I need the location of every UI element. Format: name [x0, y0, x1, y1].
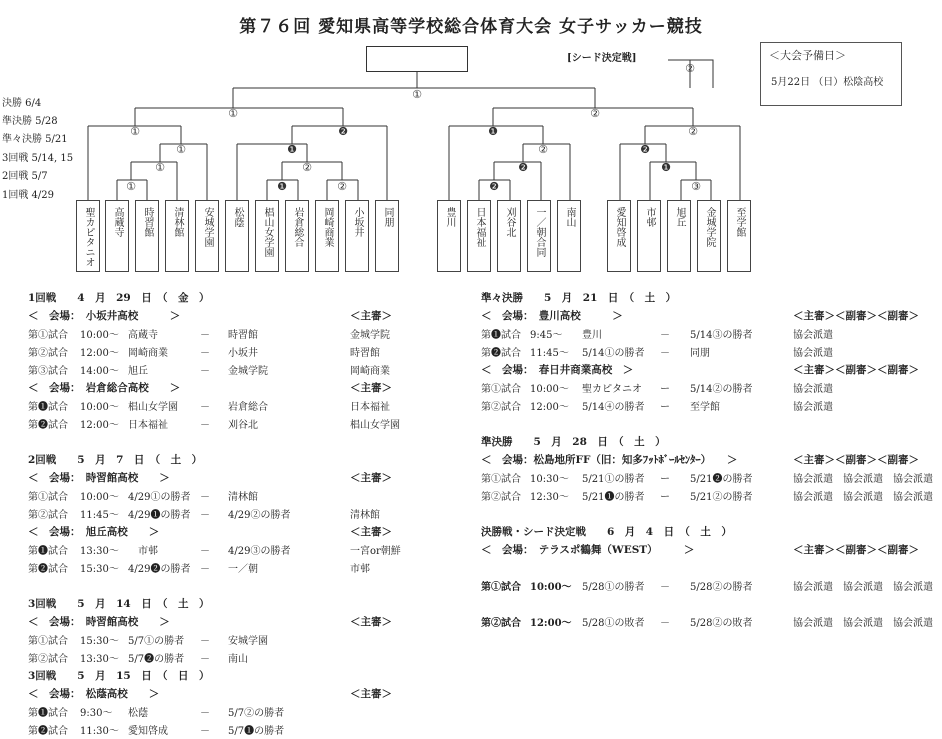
bracket-mark-r2-b: ② — [302, 161, 312, 174]
seed-label: [シード決定戦] — [567, 53, 637, 64]
official-roles: ＜主審＞＜副審＞＜副審＞ — [793, 544, 919, 556]
match-time: 11:45～ — [530, 348, 569, 359]
official-roles: ＜主審＞ — [350, 688, 392, 700]
bracket-mark-r2-c: ❷ — [518, 161, 528, 174]
match-b: 同朋 — [690, 348, 710, 359]
match-time: 12:00～ — [530, 618, 572, 629]
match-a: 聖カピタニオ — [582, 384, 642, 395]
match-time: 10:00～ — [530, 582, 572, 593]
match-a: 椙山女学園 — [128, 402, 178, 413]
match-dash: － — [200, 564, 210, 575]
match-time: 10:00～ — [530, 384, 569, 395]
match-dash: － — [200, 366, 210, 377]
match-time: 13:30～ — [80, 654, 119, 665]
match-dash: － — [200, 330, 210, 341]
team-box: 南山 — [557, 200, 581, 272]
page-title: 第７６回 愛知県高等学校総合体育大会 女子サッカー競技 — [239, 17, 703, 37]
match-b: 南山 — [228, 654, 248, 665]
match-ref: 一宮or朝鮮 — [350, 546, 401, 557]
match-no: 第①試合 — [481, 582, 521, 593]
match-b: 安城学園 — [228, 636, 268, 647]
bracket-mark-r3-a: ① — [176, 143, 186, 156]
team-box: 松蔭 — [225, 200, 249, 272]
venue-label: ＜ 会場： 時習館高校 ＞ — [28, 472, 170, 484]
round-header: 準決勝 5 月 28 日 （ 土 ） — [481, 436, 666, 448]
match-a: 5/14④の勝者 — [582, 402, 645, 413]
match-dash: － — [200, 402, 210, 413]
round-label-round3: 3回戦 5/14, 15 — [2, 153, 74, 164]
match-b: 小坂井 — [228, 348, 258, 359]
match-a: 日本福祉 — [128, 420, 168, 431]
match-time: 11:45～ — [80, 510, 119, 521]
match-dash: － — [660, 618, 670, 629]
match-ref: 協会派遣 協会派遣 協会派遣 — [793, 474, 933, 485]
match-b: 5/14③の勝者 — [690, 330, 753, 341]
match-dash: － — [660, 582, 670, 593]
match-a: 4/29❷の勝者 — [128, 564, 191, 575]
match-a: 岡崎商業 — [128, 348, 168, 359]
bracket-mark-r1-a: ① — [126, 180, 136, 193]
official-roles: ＜主審＞＜副審＞＜副審＞ — [793, 454, 919, 466]
venue-label: ＜ 会場： 松蔭高校 ＞ — [28, 688, 160, 700]
team-box: 刈谷北 — [497, 200, 521, 272]
match-no: 第❷試合 — [28, 420, 68, 431]
reserve-title: ＜大会予備日＞ — [769, 49, 846, 62]
bracket-mark-r1-e: ③ — [691, 180, 701, 193]
match-ref: 岡崎商業 — [350, 366, 390, 377]
match-b: 5/14②の勝者 — [690, 384, 753, 395]
match-ref: 時習館 — [350, 348, 380, 359]
match-a: 豊川 — [582, 330, 602, 341]
official-roles: ＜主審＞ — [350, 472, 392, 484]
match-ref: 協会派遣 協会派遣 協会派遣 — [793, 618, 933, 629]
round-header: 3回戦 5 月 15 日 （ 日 ） — [28, 670, 210, 682]
match-a: 5/28①の敗者 — [582, 618, 645, 629]
round-header: 1回戦 4 月 29 日 （ 金 ） — [28, 292, 210, 304]
match-dash: － — [200, 492, 210, 503]
bracket-mark-r3-b: ❶ — [287, 143, 297, 156]
match-a: 愛知啓成 — [128, 726, 168, 737]
team-box: 一／朝合同 — [527, 200, 551, 272]
team-box: 清林館 — [165, 200, 189, 272]
match-ref: 椙山女学園 — [350, 420, 400, 431]
match-a: 5/7❷の勝者 — [128, 654, 185, 665]
round-header: 3回戦 5 月 14 日 （ 土 ） — [28, 598, 210, 610]
match-time: 9:30～ — [80, 708, 113, 719]
official-roles: ＜主審＞ — [350, 616, 392, 628]
match-dash: － — [200, 348, 210, 359]
match-ref: 協会派遣 — [793, 402, 833, 413]
team-box: 時習館 — [135, 200, 159, 272]
match-a: 市邨 — [128, 546, 158, 557]
match-ref: 日本福祉 — [350, 402, 390, 413]
match-no: 第①試合 — [28, 636, 68, 647]
team-box: 岩倉総合 — [285, 200, 309, 272]
match-time: 11:30～ — [80, 726, 119, 737]
match-no: 第②試合 — [481, 402, 521, 413]
team-box: 日本福祉 — [467, 200, 491, 272]
official-roles: ＜主審＞＜副審＞＜副審＞ — [793, 364, 919, 376]
venue-label: ＜ 会場： 豊川高校 ＞ — [481, 310, 623, 322]
match-a: 松蔭 — [128, 708, 148, 719]
team-box: 椙山女学園 — [255, 200, 279, 272]
match-b: 5/21②の勝者 — [690, 492, 753, 503]
match-dash: － — [660, 348, 670, 359]
match-no: 第❷試合 — [481, 348, 521, 359]
match-ref: 協会派遣 協会派遣 協会派遣 — [793, 492, 933, 503]
round-label-round2: 2回戦 5/7 — [2, 171, 48, 182]
match-b: 4/29③の勝者 — [228, 546, 291, 557]
match-time: 15:30～ — [80, 636, 119, 647]
match-a: 5/21❶の勝者 — [582, 492, 645, 503]
match-time: 13:30～ — [80, 546, 119, 557]
bracket-mark-final: ① — [412, 88, 422, 101]
match-ref: 協会派遣 — [793, 330, 833, 341]
match-no: 第❷試合 — [28, 564, 68, 575]
round-header: 2回戦 5 月 7 日 （ 土 ） — [28, 454, 203, 466]
match-dash: － — [660, 330, 670, 341]
bracket-mark-r1-c: ② — [337, 180, 347, 193]
team-box: 金城学院 — [697, 200, 721, 272]
team-box: 愛知啓成 — [607, 200, 631, 272]
match-no: 第①試合 — [28, 492, 68, 503]
match-no: 第❷試合 — [28, 726, 68, 737]
match-ref: 協会派遣 協会派遣 協会派遣 — [793, 582, 933, 593]
match-time: 9:45～ — [530, 330, 563, 341]
venue-label: ＜ 会場： 時習館高校 ＞ — [28, 616, 170, 628]
match-b: 清林館 — [228, 492, 258, 503]
round-label-final: 決勝 6/4 — [2, 98, 42, 109]
bracket-mark-r2-d: ❶ — [661, 161, 671, 174]
team-box: 同朋 — [375, 200, 399, 272]
match-b: 5/28②の敗者 — [690, 618, 753, 629]
match-b: 金城学院 — [228, 366, 268, 377]
match-dash: － — [200, 636, 210, 647]
match-time: 10:00～ — [80, 330, 119, 341]
match-a: 4/29❶の勝者 — [128, 510, 191, 521]
match-dash: － — [200, 726, 210, 737]
reserve-text: 5月22日 （日）松陰高校 — [771, 77, 884, 88]
match-b: 5/21❷の勝者 — [690, 474, 753, 485]
venue-label: ＜ 会場： 旭丘高校 ＞ — [28, 526, 160, 538]
bracket-mark-semi-right: ② — [590, 107, 600, 120]
match-dash: － — [200, 546, 210, 557]
round-label-quarterfinal: 準々決勝 5/21 — [2, 134, 68, 145]
match-time: 10:00～ — [80, 402, 119, 413]
bracket-mark-r1-b: ❶ — [277, 180, 287, 193]
match-no: 第❶試合 — [28, 708, 68, 719]
match-no: 第②試合 — [481, 492, 521, 503]
venue-label: ＜ 会場： 春日井商業高校 ＞ — [481, 364, 634, 376]
match-no: 第①試合 — [481, 474, 521, 485]
bracket-mark-r3-c: ② — [538, 143, 548, 156]
match-dash: － — [200, 708, 210, 719]
match-a: 5/7①の勝者 — [128, 636, 185, 647]
match-a: 旭丘 — [128, 366, 148, 377]
team-box: 高蔵寺 — [105, 200, 129, 272]
match-b: 岩倉総合 — [228, 402, 268, 413]
team-box: 豊川 — [437, 200, 461, 272]
official-roles: ＜主審＞ — [350, 526, 392, 538]
round-label-round1: 1回戦 4/29 — [2, 190, 54, 201]
team-box: 市邨 — [637, 200, 661, 272]
match-dash: － — [200, 510, 210, 521]
team-box: 岡崎商業 — [315, 200, 339, 272]
team-box: 至学館 — [727, 200, 751, 272]
bracket-mark-r3-d: ❷ — [640, 143, 650, 156]
match-a: 5/14①の勝者 — [582, 348, 645, 359]
match-ref: 協会派遣 — [793, 348, 833, 359]
match-b: 至学館 — [690, 402, 720, 413]
match-dash: ー — [660, 402, 670, 413]
match-dash: － — [200, 654, 210, 665]
match-dash: － — [200, 420, 210, 431]
match-a: 高蔵寺 — [128, 330, 158, 341]
bracket-mark-seed: ② — [685, 62, 695, 75]
match-a: 5/28①の勝者 — [582, 582, 645, 593]
match-no: 第①試合 — [481, 384, 521, 395]
team-box: 旭丘 — [667, 200, 691, 272]
match-dash: ー — [660, 384, 670, 395]
match-no: 第②試合 — [28, 510, 68, 521]
match-dash: ー — [660, 492, 670, 503]
match-ref: 協会派遣 — [793, 384, 833, 395]
bracket-mark-r2-a: ① — [155, 161, 165, 174]
bracket-mark-qf-l2: ❷ — [338, 125, 348, 138]
match-time: 12:30～ — [530, 492, 569, 503]
team-box: 聖カピタニオ — [76, 200, 100, 272]
match-time: 14:00～ — [80, 366, 119, 377]
round-label-semifinal: 準決勝 5/28 — [2, 116, 58, 127]
official-roles: ＜主審＞ — [350, 382, 392, 394]
match-time: 12:00～ — [80, 420, 119, 431]
venue-label: ＜ 会場：松島地所FF（旧：知多ﾌｯﾄﾎﾞｰﾙｾﾝﾀｰ） ＞ — [481, 454, 738, 466]
match-no: 第①試合 — [28, 330, 68, 341]
round-header: 準々決勝 5 月 21 日 （ 土 ） — [481, 292, 677, 304]
bracket-mark-r1-d: ❷ — [489, 180, 499, 193]
match-b: 5/28②の勝者 — [690, 582, 753, 593]
bracket-mark-qf-r1: ❶ — [488, 125, 498, 138]
match-no: 第②試合 — [28, 654, 68, 665]
match-dash: ー — [660, 474, 670, 485]
match-time: 12:00～ — [530, 402, 569, 413]
team-box: 小坂井 — [345, 200, 369, 272]
match-b: 4/29②の勝者 — [228, 510, 291, 521]
match-b: 5/7②の勝者 — [228, 708, 285, 719]
venue-label: ＜ 会場： テラスポ鶴舞（WEST） ＞ — [481, 544, 695, 556]
match-b: 時習館 — [228, 330, 258, 341]
match-a: 4/29①の勝者 — [128, 492, 191, 503]
match-a: 5/21①の勝者 — [582, 474, 645, 485]
official-roles: ＜主審＞ — [350, 310, 392, 322]
match-b: 刈谷北 — [228, 420, 258, 431]
match-no: 第❶試合 — [28, 402, 68, 413]
match-time: 12:00～ — [80, 348, 119, 359]
venue-label: ＜ 会場： 小坂井高校 ＞ — [28, 310, 181, 322]
team-box: 安城学園 — [195, 200, 219, 272]
bracket-mark-qf-r2: ② — [688, 125, 698, 138]
bracket-mark-semi-left: ① — [228, 107, 238, 120]
match-no: 第②試合 — [481, 618, 521, 629]
match-b: 一／朝 — [228, 564, 258, 575]
round-header: 決勝戦・シード決定戦 6 月 4 日 （ 土 ） — [481, 526, 732, 538]
match-ref: 金城学院 — [350, 330, 390, 341]
match-ref: 清林館 — [350, 510, 380, 521]
bracket-mark-qf-l1: ① — [130, 125, 140, 138]
match-no: 第②試合 — [28, 348, 68, 359]
venue-label: ＜ 会場： 岩倉総合高校 ＞ — [28, 382, 181, 394]
match-time: 15:30～ — [80, 564, 119, 575]
match-no: 第③試合 — [28, 366, 68, 377]
match-time: 10:00～ — [80, 492, 119, 503]
match-b: 5/7❶の勝者 — [228, 726, 285, 737]
match-no: 第❶試合 — [28, 546, 68, 557]
match-no: 第❶試合 — [481, 330, 521, 341]
official-roles: ＜主審＞＜副審＞＜副審＞ — [793, 310, 919, 322]
match-ref: 市邨 — [350, 564, 370, 575]
match-time: 10:30～ — [530, 474, 569, 485]
